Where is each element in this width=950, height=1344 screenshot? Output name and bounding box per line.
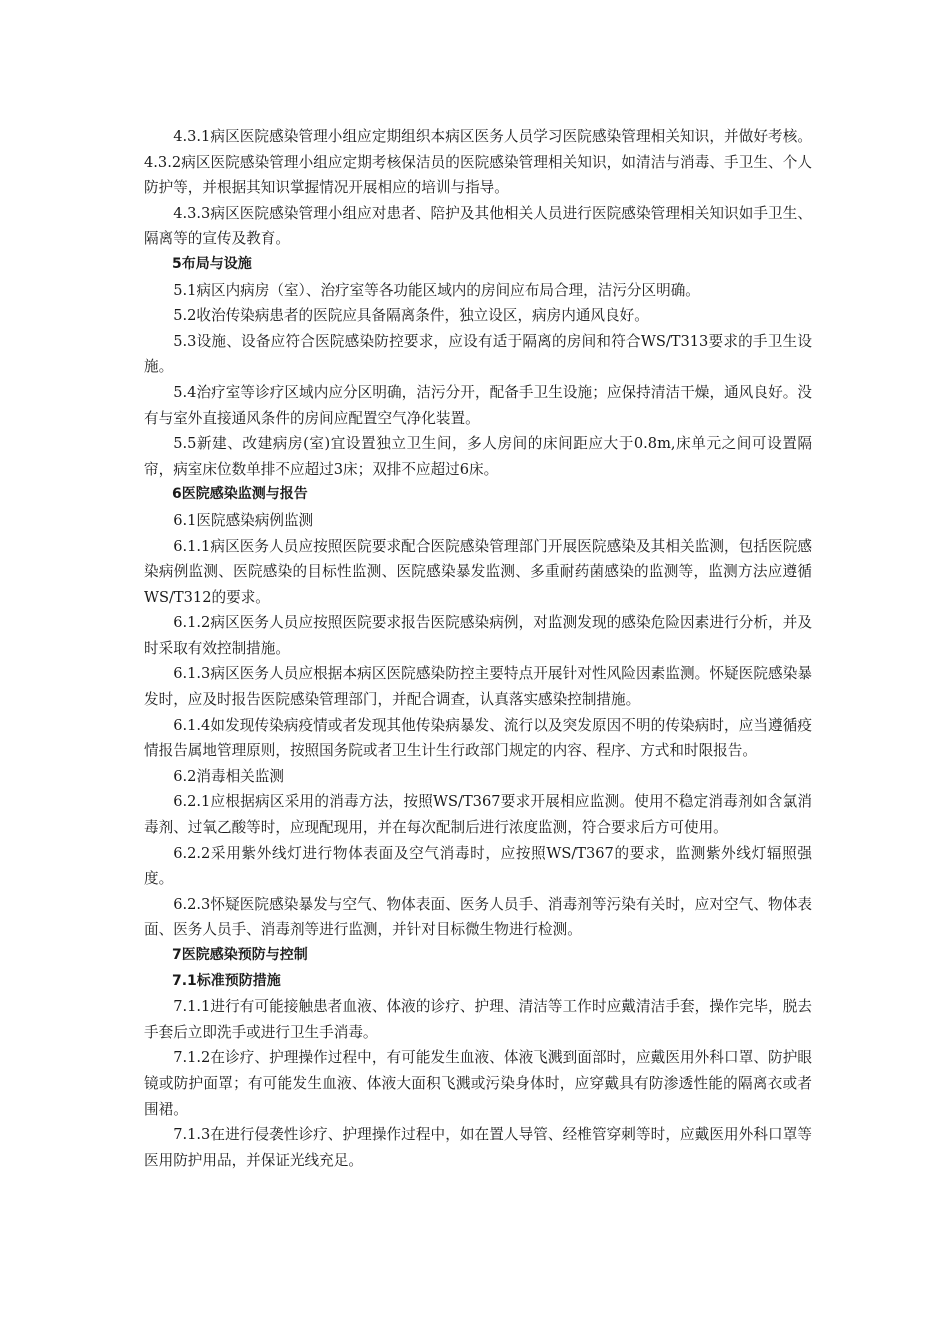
subsection-heading-6-1: 6.1医院感染病例监测 bbox=[173, 511, 314, 529]
paragraph-6-1-2: 6.1.2病区医务人员应按照医院要求报告医院感染病例，对监测发现的感染危险因素进行分析，并及时采取有效控制措施。 bbox=[144, 614, 812, 657]
subsection-heading-6-2: 6.2消毒相关监测 bbox=[173, 767, 284, 785]
paragraph-5-2: 5.2收治传染病患者的医院应具备隔离条件，独立设区，病房内通风良好。 bbox=[173, 307, 649, 325]
subsection-heading-7-1: 7.1标准预防措施 bbox=[172, 972, 281, 989]
section-heading-5: 5布局与设施 bbox=[172, 255, 252, 272]
paragraph-5-3: 5.3设施、设备应符合医院感染防控要求，应设有适于隔离的房间和符合WS/T313要求的手卫生设施。 bbox=[144, 332, 812, 376]
paragraph-6-1-1: 6.1.1病区医务人员应按照医院要求配合医院感染管理部门开展医院感染及其相关监测，包括医院感染病例监测、医院感染的目标性监测、医院感染暴发监测、多重耐药菌感染的监测等，监测方法应遵循WS/T312的要求。 bbox=[144, 537, 812, 606]
paragraph-4-3-3: 4.3.3病区医院感染管理小组应对患者、陪护及其他相关人员进行医院感染管理相关知识如手卫生、隔离等的宣传及教育。 bbox=[144, 204, 812, 248]
paragraph-6-1-3: 6.1.3病区医务人员应根据本病区医院感染防控主要特点开展针对性风险因素监测。怀疑医院感染暴发时，应及时报告医院感染管理部门，并配合调查，认真落实感染控制措施。 bbox=[144, 665, 812, 709]
document-page bbox=[144, 124, 812, 1173]
paragraph-7-1-3: 7.1.3在进行侵袭性诊疗、护理操作过程中，如在置人导管、经椎管穿刺等时，应戴医用外科口罩等医用防护用品，并保证光线充足。 bbox=[144, 1126, 812, 1169]
paragraph-5-1: 5.1病区内病房（室）、治疗室等各功能区域内的房间应布局合理，洁污分区明确。 bbox=[173, 281, 700, 299]
paragraph-6-1-4: 6.1.4如发现传染病疫情或者发现其他传染病暴发、流行以及突发原因不明的传染病时，应当遵循疫情报告属地管理原则，按照国务院或者卫生计生行政部门规定的内容、程序、方式和时限报告。 bbox=[144, 716, 812, 760]
paragraph-6-2-2: 6.2.2采用紫外线灯进行物体表面及空气消毒时，应按照WS/T367的要求，监测紫外线灯辐照强度。 bbox=[144, 844, 812, 888]
paragraph-7-1-1: 7.1.1进行有可能接触患者血液、体液的诊疗、护理、清洁等工作时应戴清洁手套，操作完毕，脱去手套后立即洗手或进行卫生手消毒。 bbox=[144, 998, 812, 1041]
paragraph-4-3-1: 4.3.1病区医院感染管理小组应定期组织本病区医务人员学习医院感染管理相关知识，并做好考核。4.3.2病区医院感染管理小组应定期考核保洁员的医院感染管理相关知识，如清洁与消毒、手卫生、个人防护等，并根据其知识掌握情况开展相应的培训与指导。 bbox=[144, 128, 812, 197]
section-heading-7: 7医院感染预防与控制 bbox=[172, 947, 308, 963]
paragraph-7-1-2: 7.1.2在诊疗、护理操作过程中，有可能发生血液、体液飞溅到面部时，应戴医用外科口罩、防护眼镜或防护面罩；有可能发生血液、体液大面积飞溅或污染身体时，应穿戴具有防渗透性能的隔离衣或者围裙。 bbox=[144, 1049, 812, 1118]
paragraph-5-4: 5.4治疗室等诊疗区域内应分区明确，洁污分开，配备手卫生设施；应保持清洁干燥，通风良好。没有与室外直接通风条件的房间应配置空气净化装置。 bbox=[144, 383, 812, 427]
paragraph-6-2-3: 6.2.3怀疑医院感染暴发与空气、物体表面、医务人员手、消毒剂等污染有关时，应对空气、物体表面、医务人员手、消毒剂等进行监测，并针对目标微生物进行检测。 bbox=[144, 895, 812, 939]
paragraph-6-2-1: 6.2.1应根据病区采用的消毒方法，按照WS/T367要求开展相应监测。使用不稳定消毒剂如含氯消毒剂、过氧乙酸等时，应现配现用，并在每次配制后进行浓度监测，符合要求后方可使用。 bbox=[144, 793, 812, 837]
paragraph-5-5: 5.5新建、改建病房(室)宜设置独立卫生间，多人房间的床间距应大于0.8m,床单元之间可设置隔帘，病室床位数单排不应超过3床；双排不应超过6床。 bbox=[144, 435, 812, 478]
section-heading-6: 6医院感染监测与报告 bbox=[172, 486, 308, 503]
